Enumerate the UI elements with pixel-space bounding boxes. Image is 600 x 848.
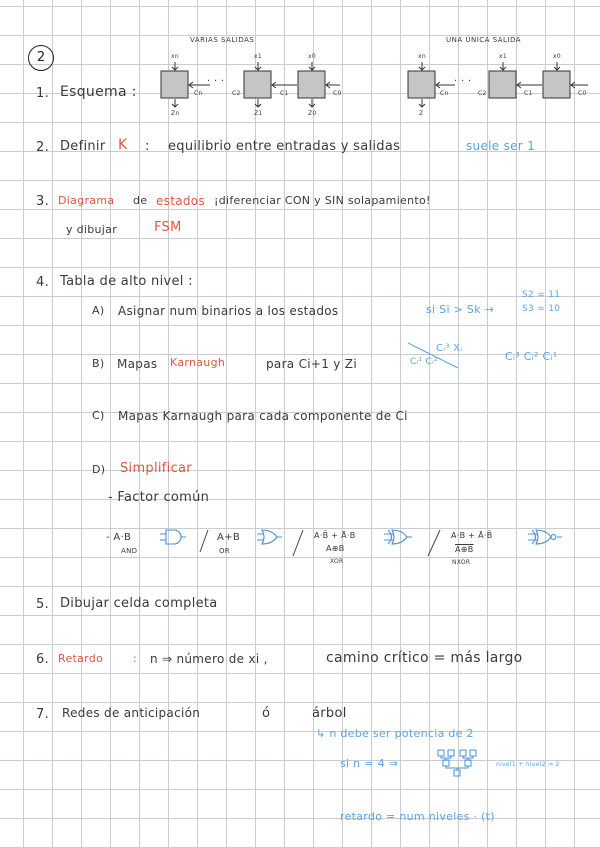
state-code: S3 = 10 bbox=[522, 304, 561, 314]
cell-output-label: Z bbox=[419, 110, 424, 117]
side-note: nivel1 + nivel2 ⇒ 2 bbox=[496, 761, 560, 768]
item-text: de bbox=[133, 194, 148, 207]
cell-input-label: xn bbox=[418, 53, 426, 60]
item-heading: Tabla de alto nivel : bbox=[60, 274, 193, 289]
key-term: K bbox=[118, 137, 128, 153]
cell-input-label: xn bbox=[171, 53, 179, 60]
item-text: camino crítico = más largo bbox=[326, 650, 523, 666]
carry-label: C1 bbox=[524, 90, 533, 97]
diagram-title-left: VARIAS SALIDAS bbox=[190, 36, 255, 44]
item-number: 6. bbox=[36, 652, 50, 667]
item-text: ó bbox=[262, 706, 271, 721]
item-number: 5. bbox=[36, 597, 50, 612]
sub-label: A) bbox=[92, 304, 105, 317]
key-term: Diagrama bbox=[58, 194, 115, 207]
item-text: Definir bbox=[60, 139, 106, 154]
cell-input-label: x1 bbox=[499, 53, 507, 60]
item-text: : bbox=[133, 652, 138, 665]
cell-input-label: x0 bbox=[553, 53, 561, 60]
state-code: S2 = 11 bbox=[522, 290, 561, 300]
item-text: Asignar num binarios a los estados bbox=[118, 304, 339, 318]
sub-label: C) bbox=[92, 409, 105, 422]
key-term: Karnaugh bbox=[170, 356, 226, 369]
kmap-left-label: Cᵢ¹ Cᵢ² bbox=[410, 357, 438, 367]
item-text: Mapas Karnaugh para cada componente de Ci bbox=[118, 409, 408, 423]
side-note: retardo = num niveles · (t) bbox=[340, 810, 495, 823]
item-text: equilibrio entre entradas y salidas bbox=[168, 139, 401, 154]
carry-label: Cn bbox=[194, 90, 203, 97]
carry-label: Cn bbox=[440, 90, 449, 97]
sub-label: D) bbox=[92, 463, 106, 476]
side-note: si n = 4 ⇒ bbox=[340, 757, 399, 770]
diagram-title-right: UNA ÚNICA SALIDA bbox=[446, 36, 522, 44]
carry-label: C2 bbox=[232, 90, 241, 97]
side-note: si Si > Sk → bbox=[426, 303, 495, 316]
key-term: Retardo bbox=[58, 652, 104, 665]
cell-output-label: Z1 bbox=[254, 110, 263, 117]
item-number: 3. bbox=[36, 194, 50, 209]
ellipsis-right: · · · bbox=[454, 76, 472, 87]
item-text: - Factor común bbox=[108, 490, 210, 505]
item-text: y dibujar bbox=[66, 223, 118, 236]
gate-name: AND bbox=[121, 547, 138, 555]
item-text: para Ci+1 y Zi bbox=[266, 357, 357, 371]
key-term: Simplificar bbox=[120, 461, 192, 476]
cell-output-label: Zn bbox=[171, 110, 180, 117]
item-text: n ⇒ número de xi , bbox=[150, 652, 268, 666]
page-number: 2 bbox=[28, 45, 54, 71]
key-term: FSM bbox=[154, 220, 182, 235]
item-number: 7. bbox=[36, 707, 50, 722]
carry-label: C1 bbox=[280, 90, 289, 97]
side-note: ↳ n debe ser potencia de 2 bbox=[316, 727, 474, 740]
item-text: : bbox=[145, 139, 150, 154]
gate-expression: A·B̄ + Ā·B bbox=[314, 531, 356, 540]
cell-input-label: x1 bbox=[254, 53, 262, 60]
kmap-top-label: Cᵢ³ Xᵢ bbox=[436, 343, 463, 354]
variables-note: Cᵢ³ Cᵢ² Cᵢ¹ bbox=[505, 350, 558, 363]
gate-expression: - A·B bbox=[106, 532, 132, 543]
item-text: Mapas bbox=[117, 357, 158, 371]
schema-heading: Esquema : bbox=[60, 84, 137, 100]
cell-output-label: Z0 bbox=[308, 110, 317, 117]
gate-name: XOR bbox=[330, 558, 344, 565]
gate-name: NXOR bbox=[452, 559, 471, 566]
gate-expression: A+B bbox=[217, 532, 240, 543]
carry-label: C0 bbox=[333, 90, 342, 97]
gate-expression: A·B + Ā·B̄ bbox=[451, 531, 493, 540]
gate-name: OR bbox=[219, 547, 230, 555]
carry-label: C2 bbox=[478, 90, 487, 97]
item-text: árbol bbox=[312, 706, 347, 721]
ellipsis-left: · · · bbox=[207, 76, 225, 87]
gate-expression-short: A⊕B bbox=[455, 545, 474, 554]
item-text: Dibujar celda completa bbox=[60, 596, 218, 611]
sub-label: B) bbox=[92, 357, 105, 370]
cell-input-label: x0 bbox=[308, 53, 316, 60]
side-note: suele ser 1 bbox=[466, 139, 536, 153]
key-term: estados bbox=[156, 194, 206, 208]
item-number: 4. bbox=[36, 275, 50, 290]
item-text: Redes de anticipación bbox=[62, 706, 201, 720]
warning-text: ¡diferenciar CON y SIN solapamiento! bbox=[214, 194, 431, 207]
carry-label: C0 bbox=[578, 90, 587, 97]
gate-expression-short: A⊕B bbox=[326, 544, 345, 553]
item-number: 2. bbox=[36, 140, 50, 155]
item-number: 1. bbox=[36, 86, 50, 101]
